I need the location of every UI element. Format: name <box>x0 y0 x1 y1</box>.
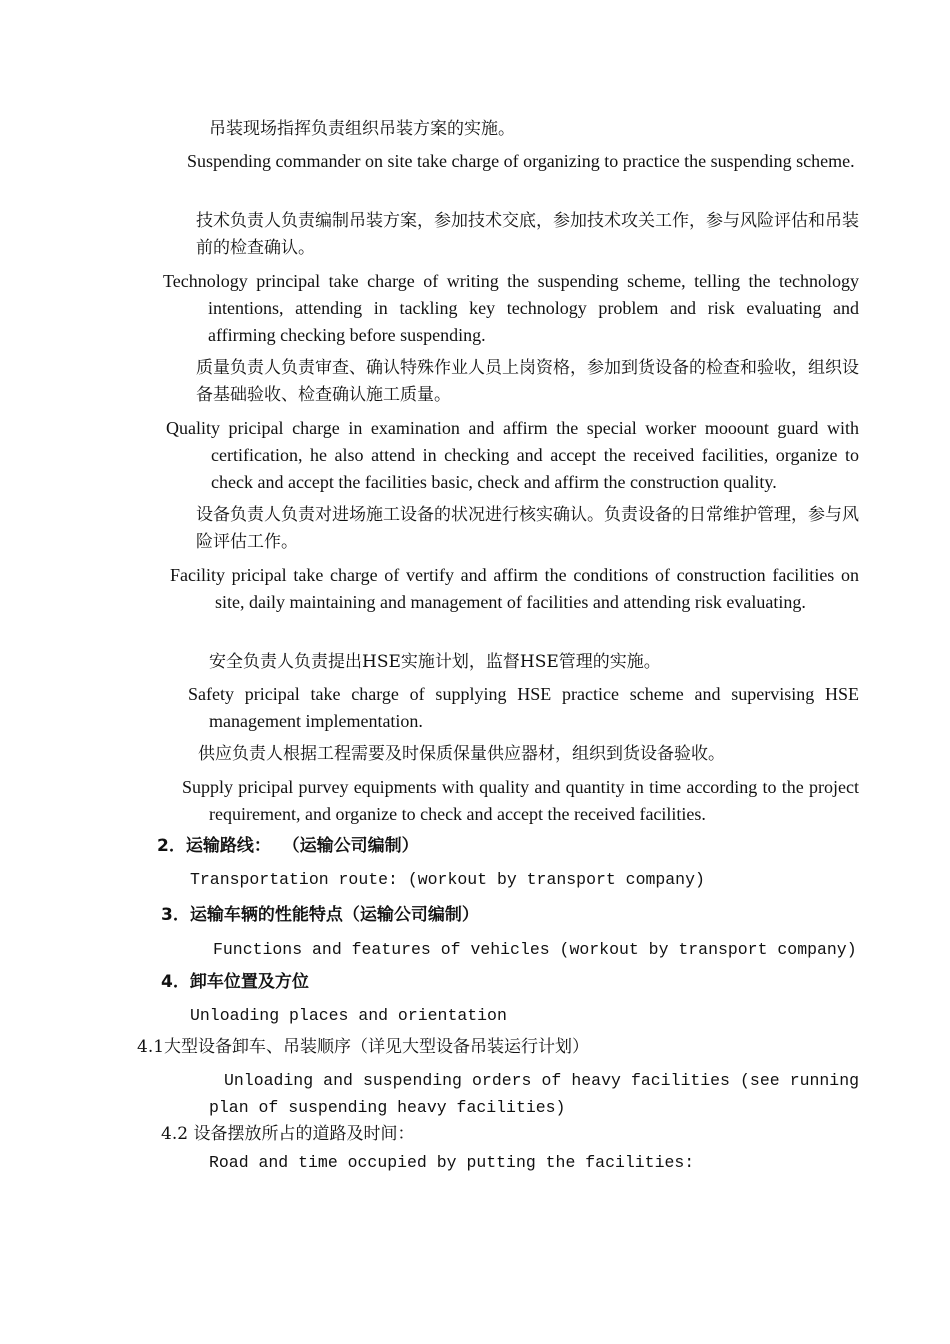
paragraph-safety-en: Safety pricipal take charge of supplying HSE practice scheme and supervising HSE management implementation. <box>188 684 859 731</box>
paragraph-technology-en: Technology principal take charge of writing the suspending scheme, telling the technology intentions, attending in tackling key technology problem and risk evaluating and affirming checking before suspending. <box>163 271 859 345</box>
paragraph-commander-en: Suspending commander on site take charge of organizing to practice the suspending scheme. <box>187 151 855 171</box>
paragraph-quality-en: Quality pricipal charge in examination and affirm the special worker mooount guard with certification, he also attend in checking and accept the received facilities, organize to check and accept the facilities basic, check and affirm the construction quality. <box>166 418 859 492</box>
paragraph-supply-cn: 供应负责人根据工程需要及时保质保量供应器材，组织到货设备验收。 <box>198 744 725 764</box>
section-4-1-heading: 4.1大型设备卸车、吊装顺序（详见大型设备吊装运行计划） <box>137 1037 590 1057</box>
section-2-heading: 2．运输路线： （运输公司编制） <box>157 836 419 856</box>
paragraph-supply-en: Supply pricipal purvey equipments with quality and quantity in time according to the project requirement, and organize to check and accept the received facilities. <box>182 777 859 824</box>
paragraph-commander-cn: 吊装现场指挥负责组织吊装方案的实施。 <box>209 119 515 139</box>
section-3-heading: 3．运输车辆的性能特点（运输公司编制） <box>161 905 479 925</box>
paragraph-facility-cn: 设备负责人负责对进场施工设备的状况进行核实确认。负责设备的日常维护管理，参与风险评估工作。 <box>196 505 859 552</box>
paragraph-safety-cn: 安全负责人负责提出HSE实施计划，监督HSE管理的实施。 <box>209 652 661 672</box>
section-4-2-heading: 4.2 设备摆放所占的道路及时间： <box>161 1124 415 1144</box>
paragraph-quality-cn: 质量负责人负责审查、确认特殊作业人员上岗资格，参加到货设备的检查和验收，组织设备基础验收、检查确认施工质量。 <box>196 358 859 405</box>
section-4-1-text: Unloading and suspending orders of heavy facilities (see running plan of suspending heavy facilities) <box>209 1071 859 1117</box>
section-4-2-text: Road and time occupied by putting the facilities: <box>209 1153 695 1172</box>
section-4-heading: 4．卸车位置及方位 <box>161 972 309 992</box>
section-4-text: Unloading places and orientation <box>190 1006 507 1025</box>
paragraph-facility-en: Facility pricipal take charge of vertify and affirm the conditions of construction facilities on site, daily maintaining and management of facilities and attending risk evaluating. <box>170 565 859 612</box>
section-2-text: Transportation route: (workout by transport company) <box>190 870 705 889</box>
paragraph-technology-cn: 技术负责人负责编制吊装方案，参加技术交底，参加技术攻关工作，参与风险评估和吊装前的检查确认。 <box>196 211 859 258</box>
section-3-text: Functions and features of vehicles (workout by transport company) <box>213 940 857 959</box>
